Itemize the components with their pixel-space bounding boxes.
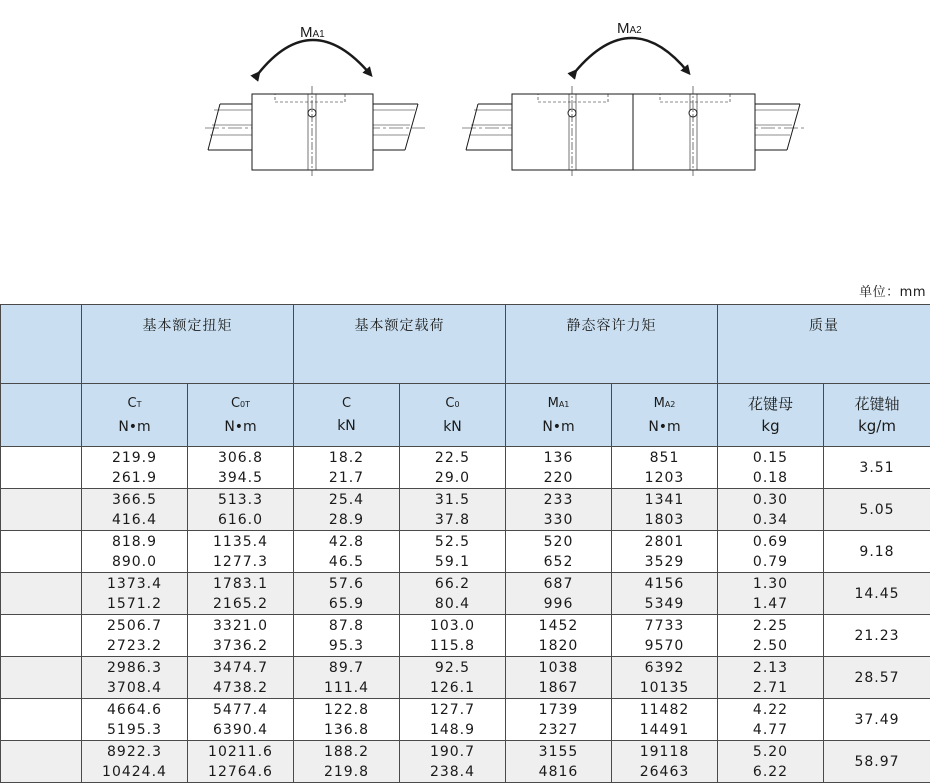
table-row xyxy=(1,657,930,699)
c0t-value: 306.8 xyxy=(217,449,264,466)
c0t-value: 513.3 xyxy=(217,491,264,508)
ma1-cell xyxy=(506,657,612,699)
c0-value: 29.0 xyxy=(434,469,471,486)
unit-note: 单位：mm xyxy=(859,285,926,300)
nut-cell xyxy=(718,531,824,573)
ct-value: 219.9 xyxy=(111,449,158,466)
model-cell xyxy=(1,615,82,657)
table-row xyxy=(1,531,930,573)
group-torque-header: 基本额定扭矩 xyxy=(82,305,294,384)
nut-cell xyxy=(718,447,824,489)
c0-header: C0 kN xyxy=(400,384,506,447)
ct-value: 416.4 xyxy=(111,511,158,528)
ma2-cell xyxy=(612,741,718,783)
nut-cell xyxy=(718,741,824,783)
ma2-value: 14491 xyxy=(639,721,690,738)
ma1-value: 1452 xyxy=(538,617,579,634)
c0-cell xyxy=(400,615,506,657)
model-cell xyxy=(1,447,82,489)
c0-value: 148.9 xyxy=(429,721,476,738)
ma2-value: 1803 xyxy=(644,511,685,528)
c0t-cell xyxy=(188,489,294,531)
ma2-cell xyxy=(612,447,718,489)
nut-value: 2.13 xyxy=(752,659,789,676)
c0-value: 37.8 xyxy=(434,511,471,528)
moment-label-ma2: MA2 xyxy=(617,20,642,37)
ma1-value: 233 xyxy=(543,491,574,508)
nut-cell xyxy=(718,615,824,657)
ct-value: 10424.4 xyxy=(102,763,167,780)
c-value: 25.4 xyxy=(328,491,365,508)
ct-value: 1373.4 xyxy=(107,575,162,592)
model-header-top xyxy=(1,305,82,384)
c0-cell xyxy=(400,741,506,783)
nut-cell xyxy=(718,573,824,615)
ct-cell xyxy=(82,699,188,741)
nut-value: 5.20 xyxy=(752,743,789,760)
nut-cell xyxy=(718,489,824,531)
ma2-cell xyxy=(612,657,718,699)
shaft-mass-header: 花键轴 kg/m xyxy=(824,384,930,447)
model-cell xyxy=(1,531,82,573)
shaft-mass-cell: 37.49 xyxy=(824,699,930,741)
nut-value: 0.79 xyxy=(752,553,789,570)
single-nut-figure xyxy=(205,40,425,176)
ma1-cell xyxy=(506,489,612,531)
ct-value: 818.9 xyxy=(111,533,158,550)
c0t-value: 5477.4 xyxy=(213,701,268,718)
ct-value: 2506.7 xyxy=(107,617,162,634)
c0t-value: 6390.4 xyxy=(213,721,268,738)
ct-cell xyxy=(82,615,188,657)
ma1-value: 1038 xyxy=(538,659,579,676)
c-cell xyxy=(294,573,400,615)
nut-value: 4.77 xyxy=(752,721,789,738)
c0t-cell xyxy=(188,615,294,657)
model-cell xyxy=(1,573,82,615)
ma2-cell xyxy=(612,573,718,615)
nut-value: 2.71 xyxy=(752,679,789,696)
ma2-value: 9570 xyxy=(644,637,685,654)
c-cell xyxy=(294,531,400,573)
c-value: 89.7 xyxy=(328,659,365,676)
ma1-value: 520 xyxy=(543,533,574,550)
ct-cell xyxy=(82,741,188,783)
ma2-value: 7733 xyxy=(644,617,685,634)
c0-cell xyxy=(400,657,506,699)
ma2-cell xyxy=(612,615,718,657)
c0t-value: 10211.6 xyxy=(208,743,273,760)
ct-value: 890.0 xyxy=(111,553,158,570)
nut-mass-header: 花键母 kg xyxy=(718,384,824,447)
c0t-cell xyxy=(188,531,294,573)
c-cell xyxy=(294,489,400,531)
c0t-value: 4738.2 xyxy=(213,679,268,696)
shaft-mass-cell: 5.05 xyxy=(824,489,930,531)
ct-cell xyxy=(82,573,188,615)
c-cell xyxy=(294,741,400,783)
ma1-value: 2327 xyxy=(538,721,579,738)
moment-diagram xyxy=(0,0,930,200)
c-value: 188.2 xyxy=(323,743,370,760)
table-row xyxy=(1,741,930,783)
c-value: 28.9 xyxy=(328,511,365,528)
shaft-mass-cell: 28.57 xyxy=(824,657,930,699)
shaft-mass-cell: 3.51 xyxy=(824,447,930,489)
ma2-cell xyxy=(612,489,718,531)
ma1-value: 1820 xyxy=(538,637,579,654)
c0-value: 92.5 xyxy=(434,659,471,676)
c0t-cell xyxy=(188,573,294,615)
c0-value: 66.2 xyxy=(434,575,471,592)
ct-value: 8922.3 xyxy=(107,743,162,760)
spec-table xyxy=(0,304,930,783)
ma2-value: 3529 xyxy=(644,553,685,570)
c-value: 87.8 xyxy=(328,617,365,634)
ma1-cell xyxy=(506,573,612,615)
nut-value: 2.50 xyxy=(752,637,789,654)
c0-value: 80.4 xyxy=(434,595,471,612)
c0t-cell xyxy=(188,447,294,489)
nut-value: 0.15 xyxy=(752,449,789,466)
nut-cell xyxy=(718,657,824,699)
c0-value: 22.5 xyxy=(434,449,471,466)
c0-cell xyxy=(400,447,506,489)
c0-value: 190.7 xyxy=(429,743,476,760)
c0t-value: 616.0 xyxy=(217,511,264,528)
table-row xyxy=(1,615,930,657)
ma2-value: 4156 xyxy=(644,575,685,592)
group-moment-header: 静态容许力矩 xyxy=(506,305,718,384)
c0t-value: 1135.4 xyxy=(213,533,268,550)
c-header: C kN xyxy=(294,384,400,447)
c0-cell xyxy=(400,573,506,615)
ma1-value: 1867 xyxy=(538,679,579,696)
nut-value: 0.69 xyxy=(752,533,789,550)
ma2-value: 1203 xyxy=(644,469,685,486)
nut-value: 2.25 xyxy=(752,617,789,634)
c0t-value: 3736.2 xyxy=(213,637,268,654)
ct-cell xyxy=(82,531,188,573)
ma1-value: 4816 xyxy=(538,763,579,780)
shaft-mass-cell: 9.18 xyxy=(824,531,930,573)
c0-cell xyxy=(400,531,506,573)
c-cell xyxy=(294,657,400,699)
c0-value: 103.0 xyxy=(429,617,476,634)
c0-value: 127.7 xyxy=(429,701,476,718)
c-value: 46.5 xyxy=(328,553,365,570)
ma1-cell xyxy=(506,447,612,489)
ma2-value: 851 xyxy=(649,449,680,466)
ct-header: CT N•m xyxy=(82,384,188,447)
c0t-cell xyxy=(188,741,294,783)
c-value: 21.7 xyxy=(328,469,365,486)
ct-value: 3708.4 xyxy=(107,679,162,696)
ma1-value: 1739 xyxy=(538,701,579,718)
ct-value: 2723.2 xyxy=(107,637,162,654)
moment-label-ma1: MA1 xyxy=(300,24,325,41)
ma2-cell xyxy=(612,699,718,741)
c-value: 65.9 xyxy=(328,595,365,612)
nut-value: 0.34 xyxy=(752,511,789,528)
group-load-header: 基本额定载荷 xyxy=(294,305,506,384)
ma1-cell xyxy=(506,741,612,783)
c-cell xyxy=(294,615,400,657)
c0-value: 238.4 xyxy=(429,763,476,780)
ma2-value: 19118 xyxy=(639,743,690,760)
ma2-header: MA2 N•m xyxy=(612,384,718,447)
rotation-arrow-left xyxy=(258,40,370,74)
ma1-value: 220 xyxy=(543,469,574,486)
ma2-value: 6392 xyxy=(644,659,685,676)
c0t-value: 3474.7 xyxy=(213,659,268,676)
ct-cell xyxy=(82,447,188,489)
c-value: 42.8 xyxy=(328,533,365,550)
nut-value: 1.47 xyxy=(752,595,789,612)
ct-value: 5195.3 xyxy=(107,721,162,738)
c0-cell xyxy=(400,699,506,741)
rotation-arrow-right xyxy=(575,38,688,72)
c0-value: 115.8 xyxy=(429,637,476,654)
c-cell xyxy=(294,447,400,489)
c0t-value: 394.5 xyxy=(217,469,264,486)
c-value: 122.8 xyxy=(323,701,370,718)
c0t-value: 3321.0 xyxy=(213,617,268,634)
c-cell xyxy=(294,699,400,741)
c0t-value: 1783.1 xyxy=(213,575,268,592)
ma1-cell xyxy=(506,699,612,741)
ma1-value: 996 xyxy=(543,595,574,612)
c-value: 57.6 xyxy=(328,575,365,592)
ma2-value: 5349 xyxy=(644,595,685,612)
c0-cell xyxy=(400,489,506,531)
spec-table-body xyxy=(1,447,930,783)
model-cell xyxy=(1,741,82,783)
ma1-value: 330 xyxy=(543,511,574,528)
c0t-value: 1277.3 xyxy=(213,553,268,570)
ma2-cell xyxy=(612,531,718,573)
ma1-value: 3155 xyxy=(538,743,579,760)
model-cell xyxy=(1,699,82,741)
table-row xyxy=(1,489,930,531)
shaft-mass-cell: 14.45 xyxy=(824,573,930,615)
c-value: 95.3 xyxy=(328,637,365,654)
table-row xyxy=(1,573,930,615)
ct-value: 366.5 xyxy=(111,491,158,508)
shaft-mass-cell: 58.97 xyxy=(824,741,930,783)
nut-value: 0.18 xyxy=(752,469,789,486)
ma2-value: 11482 xyxy=(639,701,690,718)
c0t-header: C0T N•m xyxy=(188,384,294,447)
ma2-value: 2801 xyxy=(644,533,685,550)
ct-value: 261.9 xyxy=(111,469,158,486)
ma1-value: 687 xyxy=(543,575,574,592)
c-value: 219.8 xyxy=(323,763,370,780)
ma1-cell xyxy=(506,615,612,657)
table-row xyxy=(1,447,930,489)
ma2-value: 1341 xyxy=(644,491,685,508)
ma2-value: 10135 xyxy=(639,679,690,696)
nut-cell xyxy=(718,699,824,741)
nut-value: 6.22 xyxy=(752,763,789,780)
ct-cell xyxy=(82,657,188,699)
model-cell xyxy=(1,657,82,699)
c0t-value: 12764.6 xyxy=(208,763,273,780)
group-mass-header: 质量 xyxy=(718,305,930,384)
c-value: 136.8 xyxy=(323,721,370,738)
c0t-cell xyxy=(188,699,294,741)
c0-value: 31.5 xyxy=(434,491,471,508)
nut-value: 0.30 xyxy=(752,491,789,508)
ma1-header: MA1 N•m xyxy=(506,384,612,447)
double-nut-figure xyxy=(462,38,806,176)
ma1-value: 136 xyxy=(543,449,574,466)
nut-value: 1.30 xyxy=(752,575,789,592)
c-value: 111.4 xyxy=(323,679,370,696)
ct-value: 4664.6 xyxy=(107,701,162,718)
nut-value: 4.22 xyxy=(752,701,789,718)
ma1-cell xyxy=(506,531,612,573)
ma2-value: 26463 xyxy=(639,763,690,780)
table-row xyxy=(1,699,930,741)
c0t-cell xyxy=(188,657,294,699)
ct-value: 2986.3 xyxy=(107,659,162,676)
shaft-mass-cell: 21.23 xyxy=(824,615,930,657)
model-cell xyxy=(1,489,82,531)
c0-value: 126.1 xyxy=(429,679,476,696)
c0-value: 59.1 xyxy=(434,553,471,570)
ct-value: 1571.2 xyxy=(107,595,162,612)
model-header-bottom xyxy=(1,384,82,447)
c-value: 18.2 xyxy=(328,449,365,466)
c0-value: 52.5 xyxy=(434,533,471,550)
ct-cell xyxy=(82,489,188,531)
ma1-value: 652 xyxy=(543,553,574,570)
c0t-value: 2165.2 xyxy=(213,595,268,612)
